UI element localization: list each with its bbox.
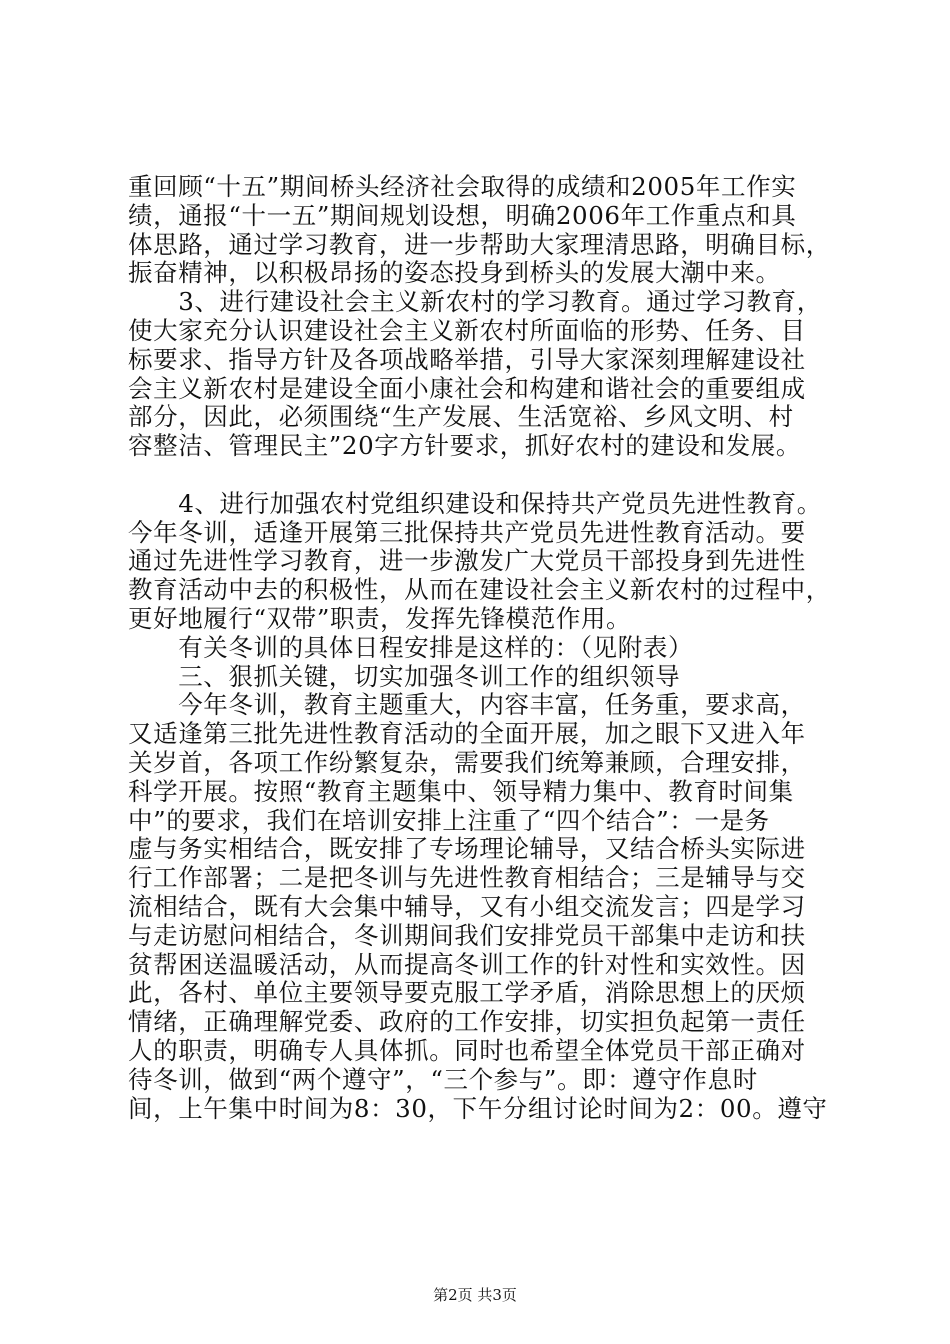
text-line: 体思路，通过学习教育，进一步帮助大家理清思路，明确目标， xyxy=(128,229,831,259)
text-line: 绩，通报“十一五”期间规划设想，明确2006年工作重点和具 xyxy=(128,200,797,230)
text-line: 流相结合，既有大会集中辅导，又有小组交流发言；四是学习 xyxy=(128,891,806,921)
text-line: 更好地履行“双带”职责，发挥先锋模范作用。 xyxy=(128,603,632,633)
page-number-footer: 第2页 共3页 xyxy=(433,1286,517,1304)
blank-line xyxy=(128,461,838,490)
text-line: 科学开展。按照“教育主题集中、领导精力集中、教育时间集 xyxy=(128,776,794,806)
text-line: 情绪，正确理解党委、政府的工作安排，切实担负起第一责任 xyxy=(128,1007,806,1037)
text-line: 通过先进性学习教育，进一步激发广大党员干部投身到先进性 xyxy=(128,546,806,576)
text-line: 间，上午集中时间为8：30，下午分组讨论时间为2：00。遵守 xyxy=(128,1093,828,1123)
text-line: 容整洁、管理民主”20字方针要求，抓好农村的建设和发展。 xyxy=(128,431,801,461)
text-line: 此，各村、单位主要领导要克服工学矛盾，消除思想上的厌烦 xyxy=(128,978,806,1008)
section-heading: 三、狠抓关键，切实加强冬训工作的组织领导 xyxy=(128,661,681,691)
text-line: 会主义新农村是建设全面小康社会和构建和谐社会的重要组成 xyxy=(128,373,806,403)
document-body xyxy=(128,173,838,1123)
text-line: 中”的要求，我们在培训安排上注重了“四个结合”：一是务 xyxy=(128,805,770,835)
text-line: 行工作部署；二是把冬训与先进性教育相结合；三是辅导与交 xyxy=(128,863,806,893)
text-line: 今年冬训，教育主题重大，内容丰富，任务重，要求高， xyxy=(128,690,806,720)
text-line: 今年冬训，适逢开展第三批保持共产党员先进性教育活动。要 xyxy=(128,517,806,547)
text-line: 关岁首，各项工作纷繁复杂，需要我们统筹兼顾，合理安排， xyxy=(128,747,806,777)
text-line: 3、进行建设社会主义新农村的学习教育。通过学习教育， xyxy=(128,287,822,317)
text-line: 贫帮困送温暖活动，从而提高冬训工作的针对性和实效性。因 xyxy=(128,949,806,979)
text-line: 又适逢第三批先进性教育活动的全面开展，加之眼下又进入年 xyxy=(128,719,806,749)
text-line: 重回顾“十五”期间桥头经济社会取得的成绩和2005年工作实 xyxy=(128,172,797,201)
text-line: 振奋精神，以积极昂扬的姿态投身到桥头的发展大潮中来。 xyxy=(128,258,781,288)
text-line: 人的职责，明确专人具体抓。同时也希望全体党员干部正确对 xyxy=(128,1035,806,1065)
text-line: 有关冬训的具体日程安排是这样的：（见附表） xyxy=(128,632,694,662)
text-line: 教育活动中去的积极性，从而在建设社会主义新农村的过程中， xyxy=(128,575,831,605)
text-line: 与走访慰问相结合，冬训期间我们安排党员干部集中走访和扶 xyxy=(128,920,806,950)
text-line: 使大家充分认识建设社会主义新农村所面临的形势、任务、目 xyxy=(128,315,806,345)
text-line: 虚与务实相结合，既安排了专场理论辅导，又结合桥头实际进 xyxy=(128,834,806,864)
text-line: 4、进行加强农村党组织建设和保持共产党员先进性教育。 xyxy=(128,488,822,518)
text-line: 标要求、指导方针及各项战略举措，引导大家深刻理解建设社 xyxy=(128,344,806,374)
text-line: 待冬训，做到“两个遵守”，“三个参与”。即：遵守作息时 xyxy=(128,1064,758,1094)
text-line: 部分，因此，必须围绕“生产发展、生活宽裕、乡风文明、村 xyxy=(128,402,794,432)
